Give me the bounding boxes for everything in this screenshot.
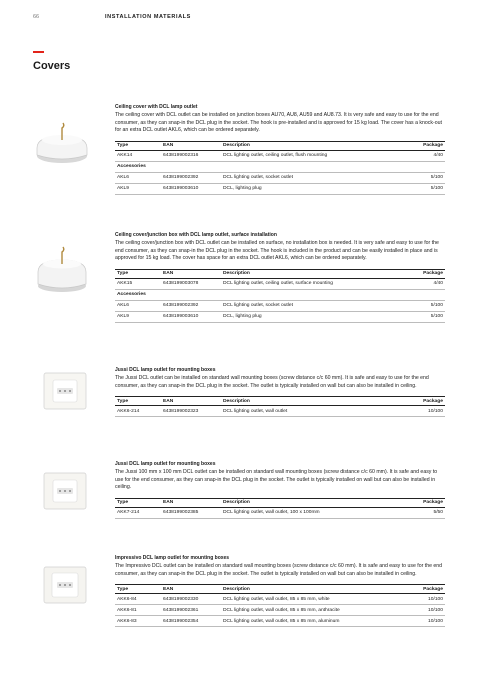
cell-ean: 6438199002316	[161, 150, 221, 161]
column-header-type: Type	[115, 498, 161, 507]
cell-package: 5/100	[395, 311, 445, 322]
product-table	[115, 396, 445, 417]
column-header-ean: EAN	[161, 269, 221, 278]
section-description: The Impressivo DCL outlet can be installed on standard wall mounting boxes (screw distance c/c 60 mm). It is safe and easy to use for the end consumer, as they can snap-in the DCL plug in the socket. The outlet is typically installed on wall but can also be installed in ceiling.	[115, 563, 443, 577]
table-row	[115, 172, 445, 183]
page-header	[33, 14, 447, 24]
cell-type: AKL6	[115, 300, 161, 311]
section-description: The ceiling cover with DCL outlet can be installed on junction boxes AU70, AU8, AU59 and AU8.73. It is very safe and easy to use for the end consumer, as they can snap-in the DCL plug in the socket. The hook is pre-installed and is approved for 15 kg load. The cover has a knock-out for an extra DCL outlet AKL6, which can be ordered separately.	[115, 112, 442, 134]
cell-type: AKL9	[115, 311, 161, 322]
cell-package: 5/100	[395, 183, 445, 194]
cell-type: AKK6-81	[115, 605, 161, 616]
cell-package: 5/100	[395, 300, 445, 311]
cell-description: DCL lighting outlet, wall outlet, 85 x 85 mm, anthracite	[221, 605, 395, 616]
cell-type: AKK15	[115, 278, 161, 289]
section-description: The Jussi DCL outlet can be installed on standard wall mounting boxes (screw distance c/c 60 mm). It is safe and easy to use for the end consumer, as they can snap-in the DCL plug in the socket. The outlet is typically installed on wall but can also be installed in ceiling.	[115, 375, 429, 389]
product-table	[115, 498, 445, 519]
section-description: The Jussi 100 mm x 100 mm DCL outlet can be installed on standard wall mounting boxes (screw distance c/c 60 mm). It is safe and easy to use for the end consumer, as they can snap-in the DCL plug in the socket. The outlet is typically installed on wall but can also be installed in ceiling.	[115, 469, 438, 491]
column-header-type: Type	[115, 269, 161, 278]
section-title: Jussi DCL lamp outlet for mounting boxes	[115, 367, 216, 373]
column-header-type: Type	[115, 397, 161, 406]
impressivo-outlet-product-image	[40, 563, 90, 607]
cell-package: 4/40	[395, 150, 445, 161]
cell-ean: 6438199003610	[161, 183, 221, 194]
product-table	[115, 584, 445, 627]
column-header-type: Type	[115, 141, 161, 150]
table-row	[115, 300, 445, 311]
cell-package: 5/50	[395, 507, 445, 518]
accessories-row	[115, 161, 445, 172]
cell-ean: 6438199002392	[161, 172, 221, 183]
column-header-package: Package	[395, 397, 445, 406]
accent-bar	[33, 51, 44, 53]
accessories-label: Accessories	[115, 161, 445, 172]
table-row	[115, 278, 445, 289]
jussi-outlet-product-image	[40, 369, 90, 413]
table-row	[115, 594, 445, 605]
column-header-type: Type	[115, 585, 161, 594]
column-header-description: Description	[221, 498, 395, 507]
page-number: 66	[33, 14, 40, 20]
column-header-package: Package	[395, 269, 445, 278]
cell-ean: 6438199002361	[161, 605, 221, 616]
cell-description: DCL lighting outlet, wall outlet, 85 x 85 mm, white	[221, 594, 395, 605]
table-row	[115, 406, 445, 417]
cell-type: AKL9	[115, 183, 161, 194]
cell-description: DCL lighting outlet, socket outlet	[221, 172, 395, 183]
column-header-description: Description	[221, 141, 395, 150]
accessories-row	[115, 289, 445, 300]
table-row	[115, 183, 445, 194]
cell-description: DCL, lighting plug	[221, 311, 395, 322]
cell-ean: 6438199003610	[161, 311, 221, 322]
table-row	[115, 507, 445, 518]
jussi-100-outlet-product-image	[40, 469, 90, 513]
cell-type: AKK14	[115, 150, 161, 161]
cell-package: 10/100	[395, 594, 445, 605]
product-table	[115, 269, 445, 323]
cell-type: AKK6-83	[115, 616, 161, 627]
cell-description: DCL lighting outlet, ceiling outlet, surface mounting	[221, 278, 395, 289]
section-title: Jussi DCL lamp outlet for mounting boxes	[115, 461, 216, 467]
cell-description: DCL, lighting plug	[221, 183, 395, 194]
cell-description: DCL lighting outlet, wall outlet, 100 x 100mm	[221, 507, 395, 518]
cell-package: 4/40	[395, 278, 445, 289]
section-title: Ceiling cover/junction box with DCL lamp outlet, surface installation	[115, 232, 277, 238]
cell-package: 10/100	[395, 406, 445, 417]
product-table	[115, 141, 445, 195]
table-row	[115, 605, 445, 616]
cell-type: AKK6-84	[115, 594, 161, 605]
cell-type: AKK7-214	[115, 507, 161, 518]
cell-package: 10/100	[395, 616, 445, 627]
section-title: Impressivo DCL lamp outlet for mounting boxes	[115, 555, 230, 561]
column-header-package: Package	[395, 498, 445, 507]
column-header-package: Package	[395, 585, 445, 594]
ceiling-cover-product-image	[32, 118, 92, 166]
cell-description: DCL lighting outlet, ceiling outlet, flush mounting	[221, 150, 395, 161]
column-header-package: Package	[395, 141, 445, 150]
table-row	[115, 150, 445, 161]
cell-ean: 6438199002385	[161, 507, 221, 518]
cell-ean: 6438199002354	[161, 616, 221, 627]
cell-ean: 6438199002330	[161, 594, 221, 605]
cell-description: DCL lighting outlet, wall outlet	[221, 406, 395, 417]
cell-ean: 6438199002323	[161, 406, 221, 417]
surface-ceiling-cover-product-image	[32, 244, 92, 296]
column-header-description: Description	[221, 397, 395, 406]
section-title: Ceiling cover with DCL lamp outlet	[115, 104, 198, 110]
column-header-description: Description	[221, 269, 395, 278]
table-row	[115, 616, 445, 627]
cell-package: 10/100	[395, 605, 445, 616]
cell-ean: 6438199002392	[161, 300, 221, 311]
column-header-ean: EAN	[161, 498, 221, 507]
cell-description: DCL lighting outlet, wall outlet, 85 x 85 mm, aluminum	[221, 616, 395, 627]
cell-package: 5/100	[395, 172, 445, 183]
cell-type: AKK6-214	[115, 406, 161, 417]
column-header-ean: EAN	[161, 397, 221, 406]
cell-description: DCL lighting outlet, socket outlet	[221, 300, 395, 311]
section-description: The ceiling cover/junction box with DCL outlet can be installed on surface, no installation box is needed. It is very safe and easy to use for the end consumer, as they can snap-in the DCL plug in the socket. The hook is included in the product and can be easily installed in place and is approved for 15 kg load. The cover has space for an extra DCL outlet AKL6, which can be ordered separately.	[115, 240, 439, 262]
cell-type: AKL6	[115, 172, 161, 183]
running-title: INSTALLATION MATERIALS	[105, 14, 191, 20]
column-header-ean: EAN	[161, 141, 221, 150]
column-header-description: Description	[221, 585, 395, 594]
table-row	[115, 311, 445, 322]
column-header-ean: EAN	[161, 585, 221, 594]
accessories-label: Accessories	[115, 289, 445, 300]
cell-ean: 6438199003078	[161, 278, 221, 289]
page-title: Covers	[33, 60, 71, 72]
